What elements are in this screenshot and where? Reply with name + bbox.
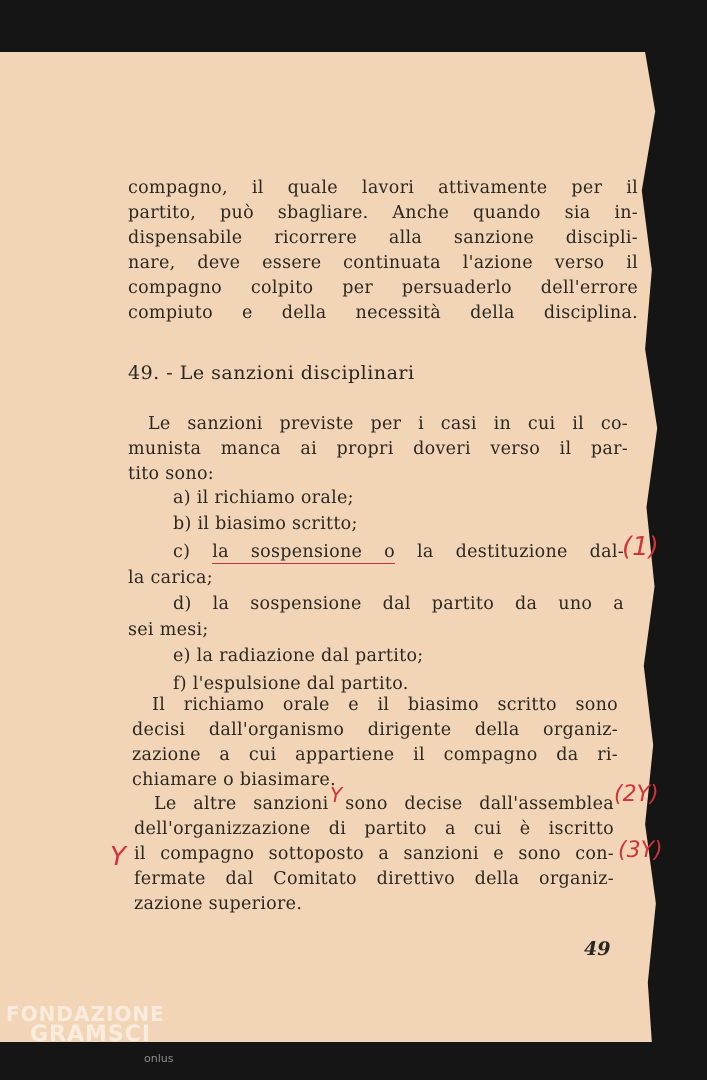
section-heading: 49. - Le sanzioni disciplinari — [128, 362, 415, 384]
text-line: compagno, il quale lavori attivamente per il — [128, 178, 638, 198]
watermark-logo: GRAMSCI — [30, 1022, 152, 1047]
text-line: dispensabile ricorrere alla sanzione discipli- — [128, 228, 638, 248]
margin-note-3: (3Y) — [618, 838, 663, 863]
text-line: tito sono: — [128, 464, 214, 484]
list-item-c: c) la sospensione o la destituzione dal- — [173, 542, 625, 562]
text-line: dell'organizzazione di partito a cui è iscritto — [134, 819, 614, 839]
text-line: decisi dall'organismo dirigente della organiz- — [132, 720, 618, 740]
watermark-logo: FONDAZIONE — [6, 1002, 165, 1026]
watermark-logo: onlus — [144, 1052, 174, 1065]
text-line: compagno colpito per persuaderlo dell'errore — [128, 278, 638, 298]
text-line: compiuto e della necessità della disciplina. — [128, 303, 638, 323]
paragraph-intro — [128, 412, 628, 487]
page-number: 49 — [584, 938, 611, 960]
text-line: chiamare o biasimare. — [132, 770, 336, 790]
list-item-f: f) l'espulsione dal partito. — [173, 674, 409, 694]
list-item-e: e) la radiazione dal partito; — [173, 646, 424, 666]
insertion-mark: Y — [110, 842, 126, 872]
text-line: fermate dal Comitato direttivo della organiz- — [134, 869, 614, 889]
paragraph-3 — [134, 792, 614, 917]
text-line: zazione superiore. — [134, 894, 303, 914]
underlined-phrase: la sospensione o — [212, 542, 396, 562]
list-item-d-cont: sei mesi; — [128, 620, 209, 640]
text-line: Le altre sanzioni sono decise dall'assemblea — [154, 794, 614, 814]
text-line: Il richiamo orale e il biasimo scritto sono — [152, 695, 618, 715]
text-line: nare, deve essere continuata l'azione verso il — [128, 253, 638, 273]
text-line: Le sanzioni previste per i casi in cui il co- — [148, 414, 628, 434]
list-item-c-cont: la carica; — [128, 568, 213, 588]
text-line: zazione a cui appartiene il compagno da ri- — [132, 745, 618, 765]
list-item-d: d) la sospensione dal partito da uno a — [173, 594, 624, 614]
margin-note-2: (2Y) — [614, 782, 659, 807]
insertion-mark: Y — [330, 783, 343, 807]
text-line: il compagno sottoposto a sanzioni e sono con- — [134, 844, 614, 864]
list-item-b: b) il biasimo scritto; — [173, 514, 358, 534]
sanctions-list — [128, 485, 624, 698]
text-line: partito, può sbagliare. Anche quando sia in- — [128, 203, 638, 223]
text-line: munista manca ai propri doveri verso il par- — [128, 439, 628, 459]
list-item-a: a) il richiamo orale; — [173, 488, 354, 508]
paragraph-2 — [132, 693, 618, 793]
paragraph-top — [128, 176, 638, 326]
margin-note-1: (1) — [622, 532, 659, 562]
